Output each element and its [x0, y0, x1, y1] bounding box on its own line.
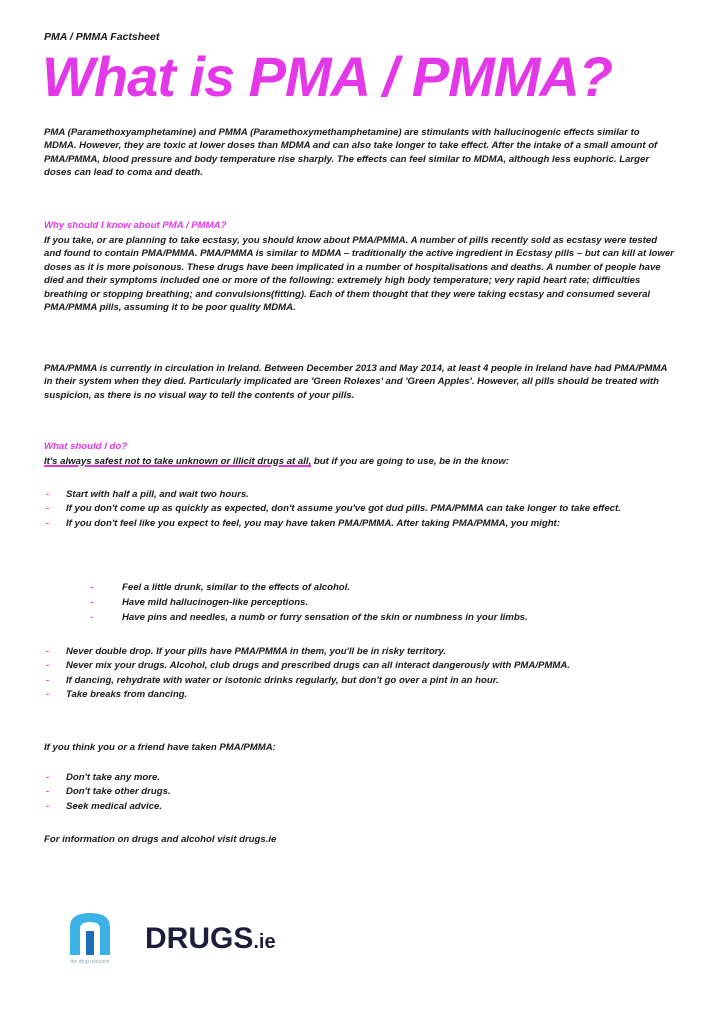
logo-caption: the drug resource: [70, 959, 110, 965]
advice-lead: [44, 455, 674, 468]
friend-heading: If you think you or a friend have taken PMA/PMMA:: [44, 742, 276, 753]
list-item: - Seek medical advice.: [44, 800, 674, 813]
logo-word: DRUGS: [145, 922, 254, 955]
list-item: - Don't take any more.: [44, 771, 674, 784]
document-eyebrow: PMA / PMMA Factsheet: [44, 31, 160, 43]
logo-suffix: .ie: [253, 931, 276, 953]
what-heading: What should I do?: [44, 441, 128, 452]
friend-list: [44, 771, 674, 814]
list-item: - Feel a little drunk, similar to the effects of alcohol.: [88, 580, 648, 595]
page-title: What is PMA / PMMA?: [42, 45, 613, 108]
list-item: - Never mix your drugs. Alcohol, club drugs and prescribed drugs can all interact dangerously with PMA/PMMA.: [44, 659, 674, 672]
advice-lead-rest: but if you are going to use, be in the know:: [311, 456, 509, 467]
why-heading: Why should I know about PMA / PMMA?: [44, 220, 227, 231]
list-item: - Have pins and needles, a numb or furry sensation of the skin or numbness in your limbs.: [88, 610, 648, 625]
list-item: - Have mild hallucinogen-like perceptions.: [88, 595, 648, 610]
list-item: - If you don't feel like you expect to feel, you may have taken PMA/PMMA. After taking PMA/PMMA, you might:: [44, 517, 674, 530]
why-paragraph: If you take, or are planning to take ecstasy, you should know about PMA/PMMA. A number of pills recently sold as ecstasy were tested and found to contain PMA/PMMA. PMA/PMMA is similar to MDMA – traditionally the active ingredient in Ecstasy pills – but can kill at lower doses as it is more poisonous. These drugs have been implicated in a number of hospitalisations and deaths. A number of people have died and their symptoms included one or more of the following: extremely high body temperature; very rapid heart rate; difficulties breathing or stopping breathing; and convulsions(fitting). Each of them thought that they were taking ecstasy and consumed several PMA/PMMA pills, assuming it to be poor quality MDMA.: [44, 235, 674, 314]
list-item: - If you don't come up as quickly as expected, don't assume you've got dud pills. PMA/PMMA can take longer to take effect.: [44, 502, 674, 515]
list-item: - Take breaks from dancing.: [44, 688, 674, 701]
symptom-sublist: [88, 580, 648, 625]
advice-list-2: [44, 645, 674, 703]
advice-lead-underlined: It's always safest not to take unknown or illicit drugs at all,: [44, 456, 312, 467]
advice-list-1: [44, 488, 674, 531]
footer-info-text: For information on drugs and alcohol visit drugs.ie: [44, 834, 277, 845]
drugs-ie-logo: [145, 922, 276, 956]
hse-logo-icon: [58, 905, 122, 965]
list-item: - Start with half a pill, and wait two hours.: [44, 488, 674, 501]
list-item: - Never double drop. If your pills have PMA/PMMA in them, you'll be in risky territory.: [44, 645, 674, 658]
intro-paragraph: PMA (Paramethoxyamphetamine) and PMMA (Paramethoxymethamphetamine) are stimulants with hallucinogenic effects similar to MDMA. However, they are toxic at lower doses than MDMA and can also take longer to take effect. After the intake of a small amount of PMA/PMMA, blood pressure and body temperature rise sharply. The effects can feel similar to MDMA, although less euphoric. Larger doses can lead to coma and death.: [44, 127, 658, 179]
circulation-paragraph: PMA/PMMA is currently in circulation in Ireland. Between December 2013 and May 2014, at least 4 people in Ireland have had PMA/PMMA in their system when they died. Particularly implicated are 'Green Rolexes' and 'Green Apples'. However, all pills should be treated with suspicion, as there is no visual way to tell the contents of your pills.: [44, 363, 668, 401]
list-item: - If dancing, rehydrate with water or isotonic drinks regularly, but don't go over a pint in an hour.: [44, 674, 674, 687]
list-item: - Don't take other drugs.: [44, 785, 674, 798]
